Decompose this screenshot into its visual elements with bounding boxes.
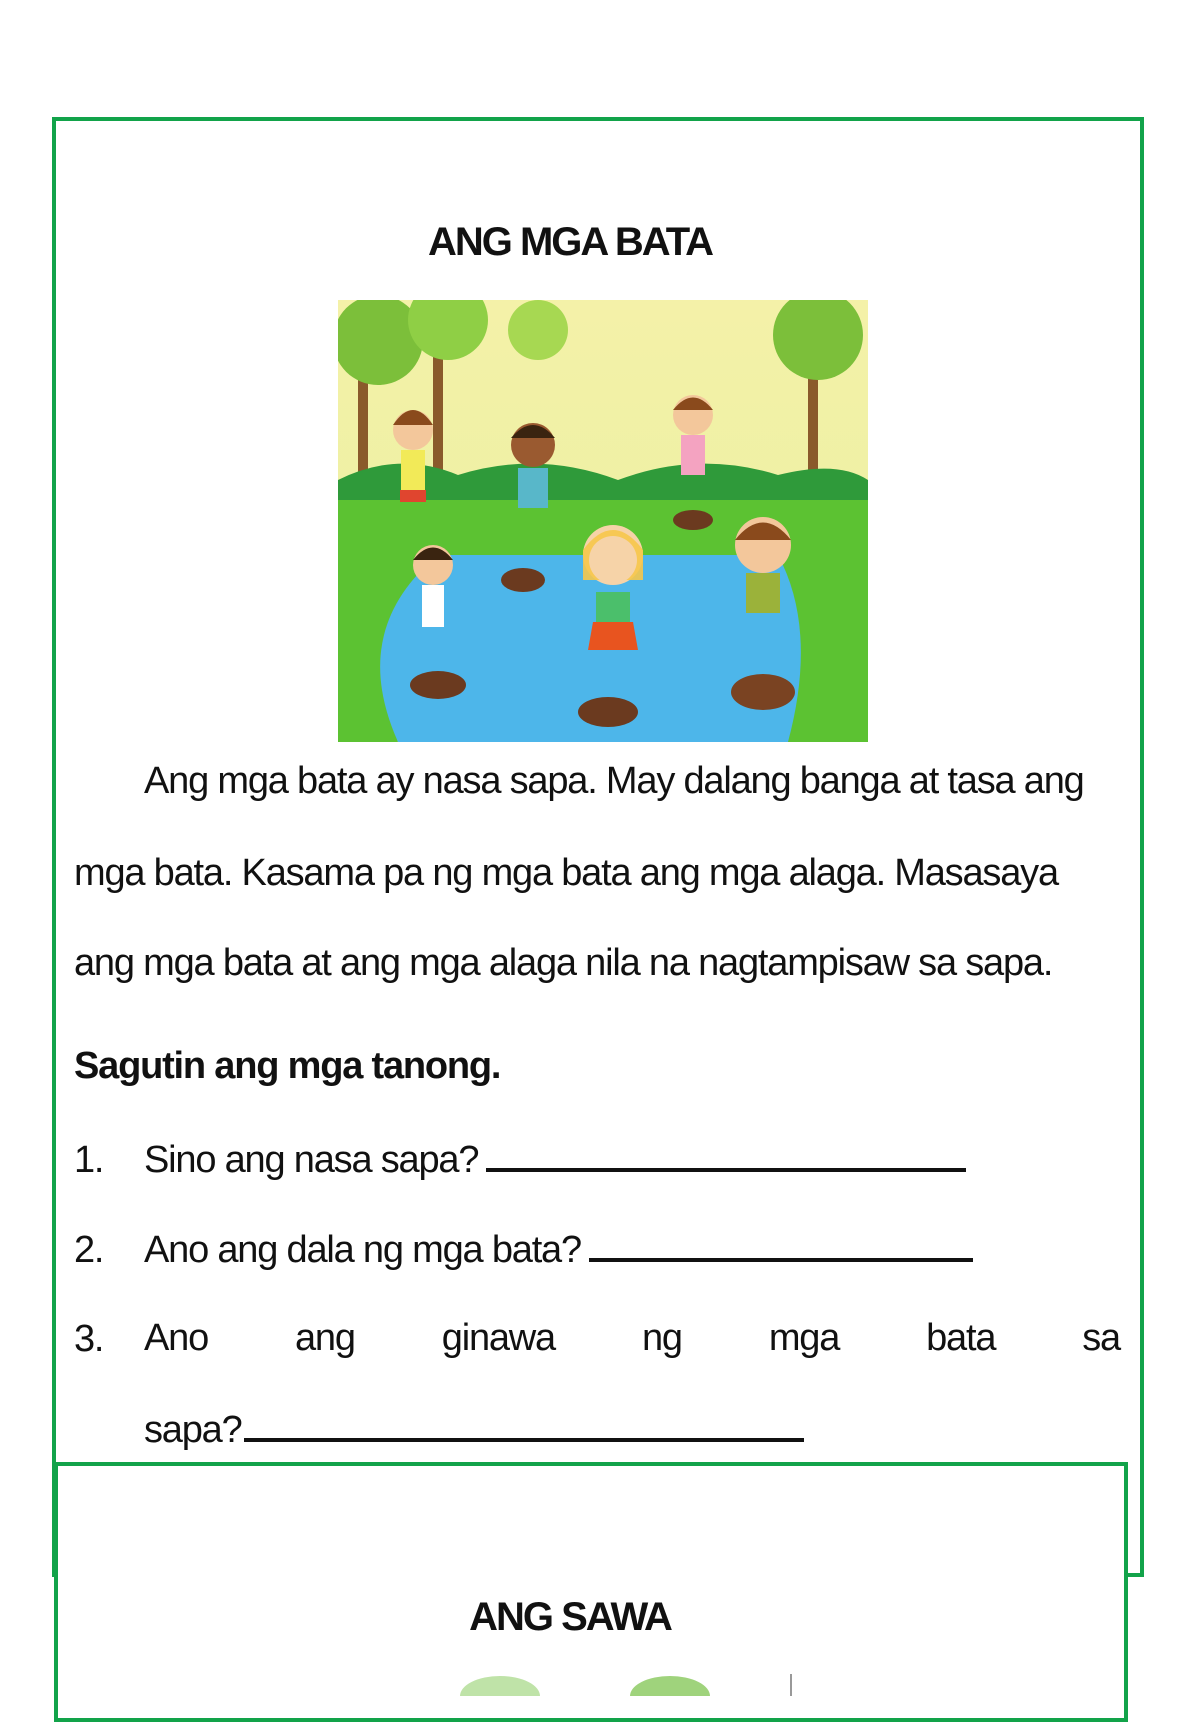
answer-line[interactable]: [244, 1408, 804, 1442]
question-word: sa: [1082, 1317, 1120, 1359]
answer-line[interactable]: [486, 1138, 966, 1172]
question-number: 1.: [74, 1139, 104, 1181]
question-number: 3.: [74, 1318, 104, 1360]
story-paragraph-line-2: mga bata. Kasama pa ng mga bata ang mga alaga. Masasaya: [74, 852, 1058, 894]
question-word: mga: [768, 1317, 840, 1359]
snake-illustration-partial: [440, 1670, 800, 1696]
question-3-continuation: [144, 1408, 804, 1452]
story-paragraph-line-3: ang mga bata at ang mga alaga nila na nagtampisaw sa sapa.: [74, 942, 1053, 984]
question-1: [74, 1138, 966, 1182]
story-title-2: ANG SAWA: [469, 1595, 671, 1639]
question-text: [144, 1317, 1120, 1360]
instruction-heading: Sagutin ang mga tanong.: [74, 1045, 501, 1087]
question-word: bata: [926, 1317, 996, 1359]
question-word: ang: [294, 1317, 355, 1359]
children-at-stream-illustration: [338, 300, 868, 742]
question-word: ginawa: [441, 1317, 555, 1359]
question-3: [74, 1318, 1120, 1360]
question-word: ng: [641, 1317, 682, 1359]
answer-line[interactable]: [589, 1228, 973, 1262]
story-paragraph-line-1: Ang mga bata ay nasa sapa. May dalang banga at tasa ang: [144, 760, 1084, 802]
question-text: Ano ang dala ng mga bata?: [144, 1229, 581, 1271]
story-title: ANG MGA BATA: [427, 220, 713, 264]
question-text: sapa?: [144, 1409, 242, 1451]
question-text: Sino ang nasa sapa?: [144, 1139, 479, 1181]
question-word: Ano: [144, 1317, 209, 1359]
question-number: 2.: [74, 1229, 104, 1271]
question-2: [74, 1228, 973, 1272]
